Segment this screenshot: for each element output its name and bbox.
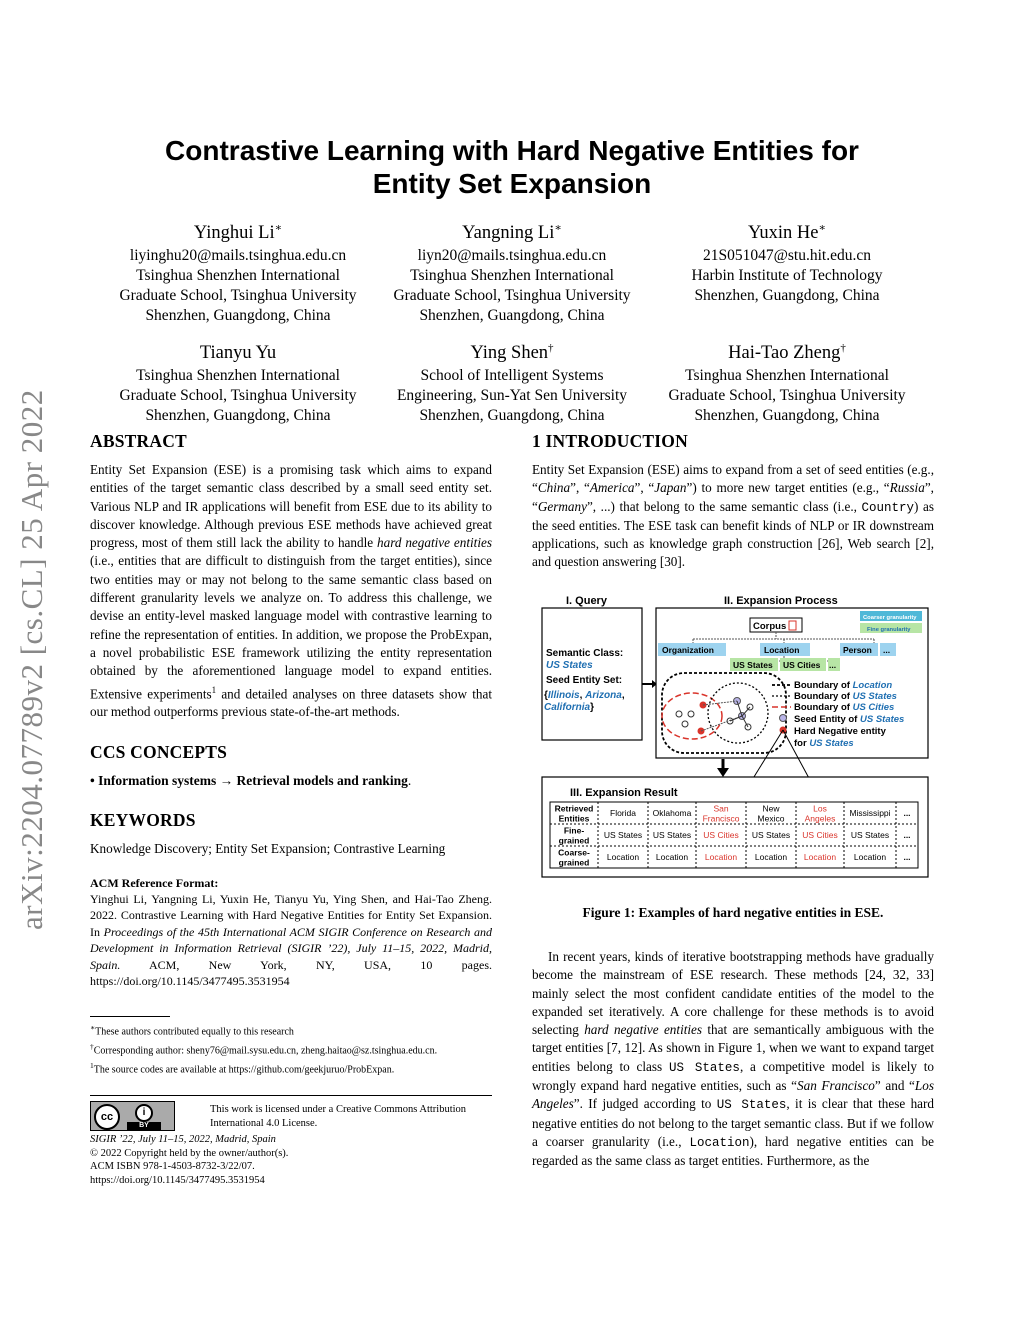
intro-heading: 1 INTRODUCTION xyxy=(532,431,688,451)
author-affiliation: Engineering, Sun-Yat Sen University xyxy=(396,387,628,405)
table-cell: Los xyxy=(813,803,827,814)
acm-reference-text: Yinghui Li, Yangning Li, Yuxin He, Tianyu Yu, Ying Shen, and Hai-Tao Zheng. 2022. Contrastive Learning with Hard Negative Entities for Entity Set Expansion. In Proceedings of the 45th International ACM SIGIR Conference on Research and Development in Information Retrieval (SIGIR ’22), July 11–15, 2022, Madrid, Spain. ACM, New York, NY, USA, 10 pages. https://doi.org/10.1145/3477495.3531954 xyxy=(90,891,492,989)
footnotes xyxy=(90,1021,500,1077)
author-mark: ∗ xyxy=(274,222,283,234)
table-cell: US Cities xyxy=(802,830,838,840)
title-line-2: Entity Set Expansion xyxy=(372,168,652,199)
table-cell: US Cities xyxy=(703,830,739,840)
author-block-2 xyxy=(372,216,652,326)
author-affiliation: Tsinghua Shenzhen International xyxy=(410,267,614,285)
cc-by-badge-icon[interactable] xyxy=(90,1101,175,1131)
node-more-2-label: ... xyxy=(829,660,837,670)
node-person-label: Person xyxy=(843,645,872,655)
table-cell: ... xyxy=(903,830,911,840)
intro-paragraph-2-wrap xyxy=(532,948,934,1171)
legend-seed-marker xyxy=(780,715,787,722)
node-location-label: Location xyxy=(764,645,800,655)
author-name: Yuxin He xyxy=(748,223,819,244)
table-cell: Francisco xyxy=(702,813,740,824)
right-column xyxy=(532,430,934,572)
table-cell: Retrieved xyxy=(554,803,594,814)
author-mark: ∗ xyxy=(818,222,826,234)
author-affiliation: Graduate School, Tsinghua University xyxy=(668,387,906,405)
author-location: Shenzhen, Guangdong, China xyxy=(694,287,880,305)
table-cell: Location xyxy=(606,852,640,862)
table-cell: ... xyxy=(903,808,911,818)
author-affiliation: Tsinghua Shenzhen International xyxy=(685,367,889,385)
author-location: Shenzhen, Guangdong, China xyxy=(145,307,331,325)
table-cell: Mexico xyxy=(757,813,785,824)
author-name: Yinghui Li xyxy=(193,223,275,244)
finer-label: Fine granularity xyxy=(867,627,911,633)
table-cell: US States xyxy=(850,830,890,840)
arxiv-stamp: arXiv:2204.07789v2 [cs.CL] 25 Apr 2022 xyxy=(14,389,49,930)
entity-node xyxy=(676,711,682,717)
author-block-1 xyxy=(98,216,378,326)
result-title: III. Expansion Result xyxy=(570,787,678,799)
author-name: Yangning Li xyxy=(462,223,555,244)
table-cell: Location xyxy=(655,852,689,862)
footnote-3: $^1$The source codes are available at https://github.com/geekjuruo/ProbExpan. xyxy=(90,1060,395,1075)
table-cell: Coarse- xyxy=(558,847,590,858)
author-affiliation: Graduate School, Tsinghua University xyxy=(393,287,631,305)
author-name: Tianyu Yu xyxy=(199,343,277,364)
cc-icon: cc xyxy=(94,1104,120,1130)
author-email: liyn20@mails.tsinghua.edu.cn xyxy=(417,247,607,265)
doi-link[interactable]: https://doi.org/10.1145/3477495.3531954 xyxy=(90,1174,265,1186)
author-mark: † xyxy=(840,342,846,354)
figure-diagram xyxy=(540,591,932,881)
table-cell: Oklahoma xyxy=(652,808,692,818)
table-cell: Location xyxy=(754,852,788,862)
intro-paragraph-2: In recent years, kinds of iterative bootstrapping methods have gradually become the mainstream of ESE research. These methods [24, 32, 33] mainly select the most confident candidate entities of the model to the expanded set iteratively. A core challenge for these methods is to avoid selecting hard negative entities that are semantically ambiguous with the target entities [7, 12]. As shown in Figure 1, when we want to expand target entities belong to class US States, a competitive model is likely to wrongly expand hard negative entities, such as “San Francisco” and “Los Angeles”. If judged according to US States, it is clear that these hard negative entities do not belong to the target semantic class. But if we follow a coarser granularity (i.e., Location), hard negative entities can be regarded as the same class as target entities. Furthermore, as the xyxy=(532,949,935,1169)
author-block-5 xyxy=(372,336,652,426)
arrowhead xyxy=(717,768,729,777)
author-block-6 xyxy=(647,336,927,426)
table-cell: Entities xyxy=(558,813,590,824)
footnote-2: †Corresponding author: sheny76@mail.sysu.edu.cn, zheng.haitao@sz.tsinghua.edu.cn. xyxy=(90,1041,438,1057)
node-organization-label: Organization xyxy=(662,645,714,655)
attribution-icon: i xyxy=(135,1104,153,1122)
table-cell: Angeles xyxy=(804,813,836,824)
author-email: 21S051047@stu.hit.edu.cn xyxy=(703,247,871,265)
author-block-3 xyxy=(647,216,927,306)
ccs-heading: CCS CONCEPTS xyxy=(90,741,228,762)
keywords-text: Knowledge Discovery; Entity Set Expansion; Contrastive Learning xyxy=(90,840,446,856)
table-cell: US States xyxy=(751,830,791,840)
node-more-label: ... xyxy=(883,645,891,655)
query-box xyxy=(542,608,642,740)
abstract-heading: ABSTRACT xyxy=(90,431,187,451)
author-affiliation: Tsinghua Shenzhen International xyxy=(136,367,340,385)
license-text: This work is licensed under a Creative Commons Attribution International 4.0 License. xyxy=(210,1104,467,1129)
process-title: II. Expansion Process xyxy=(724,595,838,607)
legend-location: Boundary of Location xyxy=(794,680,893,691)
table-cell: Fine- xyxy=(563,825,585,836)
figure-1 xyxy=(540,591,932,881)
legend-us-cities: Boundary of US Cities xyxy=(794,702,895,713)
query-title: I. Query xyxy=(566,595,607,607)
legend-seed: Seed Entity of US States xyxy=(794,714,905,725)
paper-title xyxy=(90,134,934,200)
conference-name: SIGIR ’22, July 11–15, 2022, Madrid, Spain xyxy=(90,1134,276,1145)
license-rule xyxy=(90,1095,492,1096)
semantic-class-label: Semantic Class: xyxy=(546,648,624,659)
seed-label: Seed Entity Set: xyxy=(546,675,623,686)
author-affiliation: Graduate School, Tsinghua University xyxy=(119,287,357,305)
keywords-heading: KEYWORDS xyxy=(90,809,196,830)
corpus-label: Corpus xyxy=(753,621,787,632)
legend-hard-negative: Hard Negative entity xyxy=(794,726,886,737)
document-icon xyxy=(789,621,796,630)
entity-node xyxy=(688,711,694,717)
table-cell: Location xyxy=(704,852,738,862)
table-cell: New xyxy=(762,803,780,814)
author-location: Shenzhen, Guangdong, China xyxy=(419,307,605,325)
node-us-cities-label: US Cities xyxy=(783,660,821,670)
footnote-rule xyxy=(90,1016,170,1017)
table-cell: ... xyxy=(903,852,911,862)
abstract-text: Entity Set Expansion (ESE) is a promising task which aims to expand entities of the target semantic class described by a small seed entity set. Various NLP and IR applications will benefit from ESE due to its ability to discover knowledge. Although previous ESE methods have achieved great progress, most of them still lack the ability to handle hard negative entities (i.e., entities that are difficult to distinguish from the target entities), since two entities may or may not belong to the same semantic class based on different granularity levels we analyze on. To address this challenge, we devise an entity-level masked language model with contrastive learning to refine the representation of entities. In addition, we propose the ProbExpan, a novel probabilistic ESE framework utilizing the entity representation obtained by the aforementioned language model to expand entities. Extensive experiments$^1$ and detailed analyses on three datasets show that our method outperforms previous state-of-the-art methods. xyxy=(90,462,492,720)
author-email: liyinghu20@mails.tsinghua.edu.cn xyxy=(129,247,347,265)
table-cell: Florida xyxy=(610,808,636,818)
legend-hard-negative-for: for US States xyxy=(794,738,854,749)
semantic-class-value: US States xyxy=(546,660,593,671)
footnote-1: ∗These authors contributed equally to this research xyxy=(90,1023,294,1038)
seed-set-line2: California} xyxy=(544,702,595,713)
coarser-label: Coarser granularity xyxy=(863,615,917,621)
acm-reference-heading: ACM Reference Format: xyxy=(90,875,219,890)
author-block-4 xyxy=(98,336,378,426)
node-us-states-label: US States xyxy=(733,660,773,670)
figure-caption: Figure 1: Examples of hard negative entities in ESE. xyxy=(582,905,884,920)
author-mark: † xyxy=(548,342,554,354)
author-mark: ∗ xyxy=(554,222,562,234)
table-cell: grained xyxy=(558,835,590,846)
table-cell: grained xyxy=(558,857,590,868)
table-cell: Mississippi xyxy=(849,808,891,818)
entity-node xyxy=(682,721,688,727)
conference-info xyxy=(90,1133,500,1187)
copyright: © 2022 Copyright held by the owner/author(s). xyxy=(90,1147,289,1159)
author-name: Ying Shen xyxy=(470,343,549,364)
ccs-text: • Information systems → Retrieval models and ranking. xyxy=(90,772,412,788)
by-label: BY xyxy=(127,1122,161,1130)
legend-us-states: Boundary of US States xyxy=(794,691,897,702)
author-name: Hai-Tao Zheng xyxy=(728,343,841,364)
author-location: Shenzhen, Guangdong, China xyxy=(145,407,331,425)
table-cell: US States xyxy=(603,830,643,840)
title-line-1: Contrastive Learning with Hard Negative Entities for xyxy=(165,135,859,166)
author-location: Shenzhen, Guangdong, China xyxy=(694,407,880,425)
table-cell: US States xyxy=(652,830,692,840)
table-cell: Location xyxy=(853,852,887,862)
seed-set-line1: {Illinois, Arizona, xyxy=(544,690,625,701)
author-affiliation: Harbin Institute of Technology xyxy=(691,267,883,285)
author-location: Shenzhen, Guangdong, China xyxy=(419,407,605,425)
author-affiliation: Tsinghua Shenzhen International xyxy=(136,267,340,285)
author-affiliation: School of Intelligent Systems xyxy=(420,367,604,385)
left-column xyxy=(90,430,492,990)
author-affiliation: Graduate School, Tsinghua University xyxy=(119,387,357,405)
table-cell: San xyxy=(713,803,729,814)
intro-paragraph-1: Entity Set Expansion (ESE) aims to expand from a set of seed entities (e.g., “China”, “America”, “Japan”) to more new target entities (e.g., “Russia”, “Germany”, ...) that belong to the same semantic class (i.e., Country) as the seed entities. The ESE task can benefit kinds of NLP or IR downstream applications, such as knowledge graph construction [26], Web search [2], and question answering [30]. xyxy=(532,462,934,570)
table-cell: Location xyxy=(803,852,837,862)
acm-reference xyxy=(90,875,492,990)
isbn: ACM ISBN 978-1-4503-8732-3/22/07. xyxy=(90,1161,255,1172)
